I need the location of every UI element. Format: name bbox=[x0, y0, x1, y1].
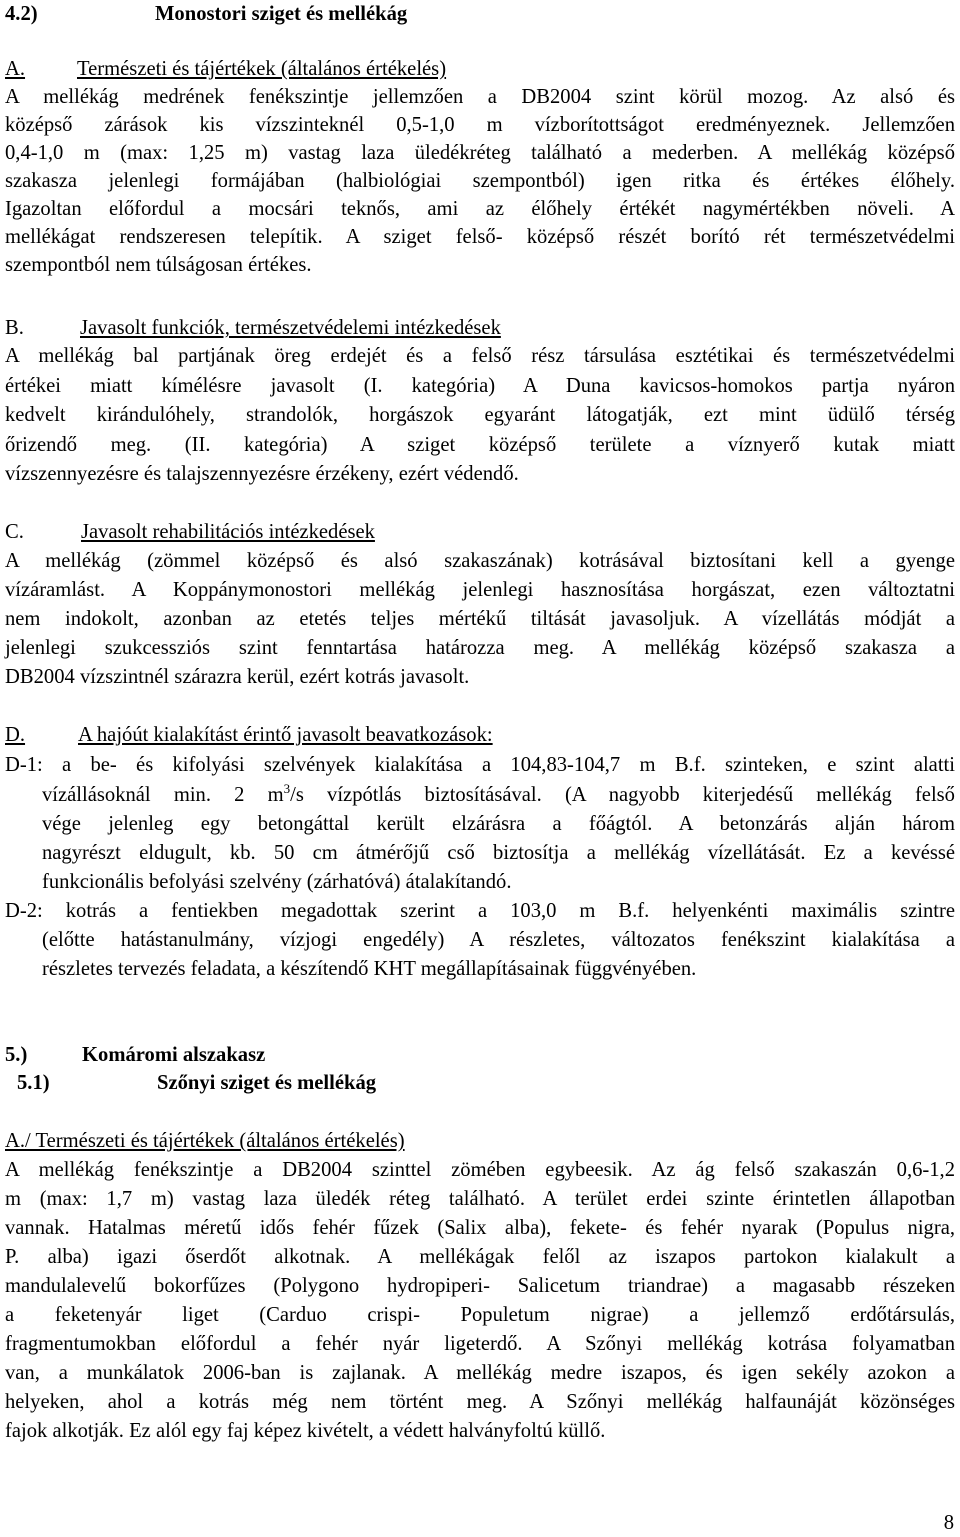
paragraph-line: vízáramlást. A Koppánymonostori mellékág jelenlegi hasznosítása horgászat, ezen változtatni bbox=[5, 579, 955, 601]
section-heading-4-2 bbox=[5, 0, 407, 28]
subsection-title: Javasolt funkciók, természetvédelemi intézkedések bbox=[80, 317, 501, 339]
subsection-label: C. bbox=[5, 521, 24, 543]
d2-first-line: D-2: kotrás a fentiekben megadottak szerint a 103,0 m B.f. helyenkénti maximális szintre bbox=[5, 900, 955, 922]
paragraph-line: A mellékág (zömmel középső és alsó szakaszának) kotrásával biztosítani kell a gyenge bbox=[5, 550, 955, 572]
paragraph-line: fajok alkotják. Ez alól egy faj képez kivételt, a védett halványfoltú küllő. bbox=[5, 1420, 606, 1442]
paragraph-line: szempontból nem túlságosan értékes. bbox=[5, 254, 312, 276]
paragraph-line: szakasza jelenlegi formájában (halbiológiai szempontból) igen ritka és értékes élőhely. bbox=[5, 170, 955, 192]
paragraph-line: mandulalevelű bokorfűzes (Polygono hydropiperi- Salicetum triandrae) a magasabb részeken bbox=[5, 1275, 955, 1297]
superscript: 3 bbox=[283, 781, 291, 796]
subsection-label: B. bbox=[5, 317, 24, 339]
d1-second-line: vízállásoknál min. 2 $m^3/s$ vízpótlás biztosításával. (A nagyobb kiterjedésű mellékág felső bbox=[42, 781, 955, 806]
d2-line: részletes tervezés feladata, a készítendő KHT megállapításainak függvényében. bbox=[42, 958, 697, 980]
paragraph-line: DB2004 vízszintnél szárazra kerül, ezért kotrás javasolt. bbox=[5, 666, 470, 688]
d1-line: funkcionális befolyási szelvény (zárhatóvá) átalakítandó. bbox=[42, 871, 512, 893]
subsection-a-heading bbox=[5, 55, 446, 83]
d1-first-line: D-1: a be- és kifolyási szelvények kialakítása a 104,83-104,7 m B.f. szinteken, e szint alatti bbox=[5, 754, 955, 776]
paragraph-line: van, a munkálatok 2006-ban is zajlanak. A mellékág medre iszapos, és igen sekély azokon a bbox=[5, 1362, 955, 1384]
paragraph-line: A mellékág medrének fenékszintje jellemzően a DB2004 szint körül mozog. Az alsó és bbox=[5, 86, 955, 108]
subsection-title: Javasolt rehabilitációs intézkedések bbox=[81, 521, 375, 543]
paragraph-line: vízszennyezésre és talajszennyezésre érzékeny, ezért védendő. bbox=[5, 463, 519, 485]
heading-title: Komáromi alszakasz bbox=[82, 1044, 266, 1066]
paragraph-line: A mellékág bal partjának öreg erdejét és a felső rész társulása esztétikai és természetvédelmi bbox=[5, 345, 955, 367]
page-number: 8 bbox=[943, 1512, 954, 1534]
paragraph-line: jelenlegi szukcessziós szint fenntartása határozza meg. A mellékág középső szakasza a bbox=[5, 637, 955, 659]
paragraph-line: helyeken, ahol a kotrás még nem történt meg. A Szőnyi mellékág halfaunáját közönséges bbox=[5, 1391, 955, 1413]
paragraph-line: értékei miatt kímélésre javasolt (I. kategória) A Duna kavicsos-homokos partja nyáron bbox=[5, 375, 955, 397]
paragraph-line: P. alba) igazi őserdőt alkotnak. A mellékágak felől az iszapos partokon kialakult a bbox=[5, 1246, 955, 1268]
heading-number: 5.) bbox=[5, 1044, 28, 1066]
paragraph-line: középső zárások kis vízszinteknél 0,5-1,0 m vízborítottságot eredményeznek. Jellemzően bbox=[5, 114, 955, 136]
subsection-d-heading bbox=[5, 721, 493, 749]
paragraph-line: őrizendő meg. (II. kategória) A sziget középső területe a víznyerő kutak miatt bbox=[5, 434, 955, 456]
heading-title: Szőnyi sziget és mellékág bbox=[157, 1072, 377, 1094]
heading-title: Monostori sziget és mellékág bbox=[155, 3, 408, 25]
subsection-b-heading bbox=[5, 314, 501, 342]
paragraph-line: m (max: 1,7 m) vastag laza üledék réteg található. A terület erdei szinte érintetlen állapotban bbox=[5, 1188, 955, 1210]
subsection-label: D. bbox=[5, 724, 26, 746]
heading-number: 4.2) bbox=[5, 3, 38, 25]
paragraph-line: nem indokolt, azonban az etetés teljes mértékű tiltását javasoljuk. A vízellátás módját a bbox=[5, 608, 955, 630]
subsection-a2-heading: A./ Természeti és tájértékek (általános értékelés) bbox=[5, 1130, 405, 1152]
paragraph-line: 0,4-1,0 m (max: 1,25 m) vastag laza üledékréteg található a mederben. A mellékág középső bbox=[5, 142, 955, 164]
paragraph-line: kedvelt kirándulóhely, strandolók, horgászok egyaránt látogatják, ezt mint üdülő térség bbox=[5, 404, 955, 426]
paragraph-line: fragmentumokban előfordul a fehér nyár ligeterdő. A Szőnyi mellékág kotrása folyamatban bbox=[5, 1333, 955, 1355]
subsection-title: A hajóút kialakítást érintő javasolt beavatkozások: bbox=[78, 724, 493, 746]
section-heading-5 bbox=[5, 1041, 265, 1069]
paragraph-line: vannak. Hatalmas méretű idős fehér fűzek (Salix alba), fekete- és fehér nyarak (Populus nigra, bbox=[5, 1217, 955, 1239]
d2-line: (előtte hatástanulmány, vízjogi engedély) A részletes, változatos fenékszint kialakítása a bbox=[42, 929, 955, 951]
paragraph-line: Igazoltan előfordul a mocsári teknős, ami az élőhely értékét nagymértékben növeli. A bbox=[5, 198, 955, 220]
d1-line: nagyrészt eldugult, kb. 50 cm átmérőjű cső biztosítja a mellékág vízellátását. Ez a kevéssé bbox=[42, 842, 955, 864]
subsection-label: A. bbox=[5, 58, 26, 80]
section-heading-5-1 bbox=[17, 1069, 376, 1097]
subsection-title: Természeti és tájértékek (általános értékelés) bbox=[77, 58, 447, 80]
paragraph-line: a feketenyár liget (Carduo crispi- Populetum nigrae) a jellemző erdőtársulás, bbox=[5, 1304, 955, 1326]
paragraph-line: A mellékág fenékszintje a DB2004 szinttel zömében egybeesik. Az ág felső szakaszán 0,6-1,2 bbox=[5, 1159, 955, 1181]
paragraph-line: mellékágat rendszeresen telepítik. A sziget felső- középső részét borító rét természetvédelmi bbox=[5, 226, 955, 248]
subsection-c-heading bbox=[5, 518, 375, 546]
heading-number: 5.1) bbox=[17, 1072, 50, 1094]
d1-line: vége jelenleg egy betongáttal került elzárásra a főágtól. A betonzárás alján három bbox=[42, 813, 955, 835]
